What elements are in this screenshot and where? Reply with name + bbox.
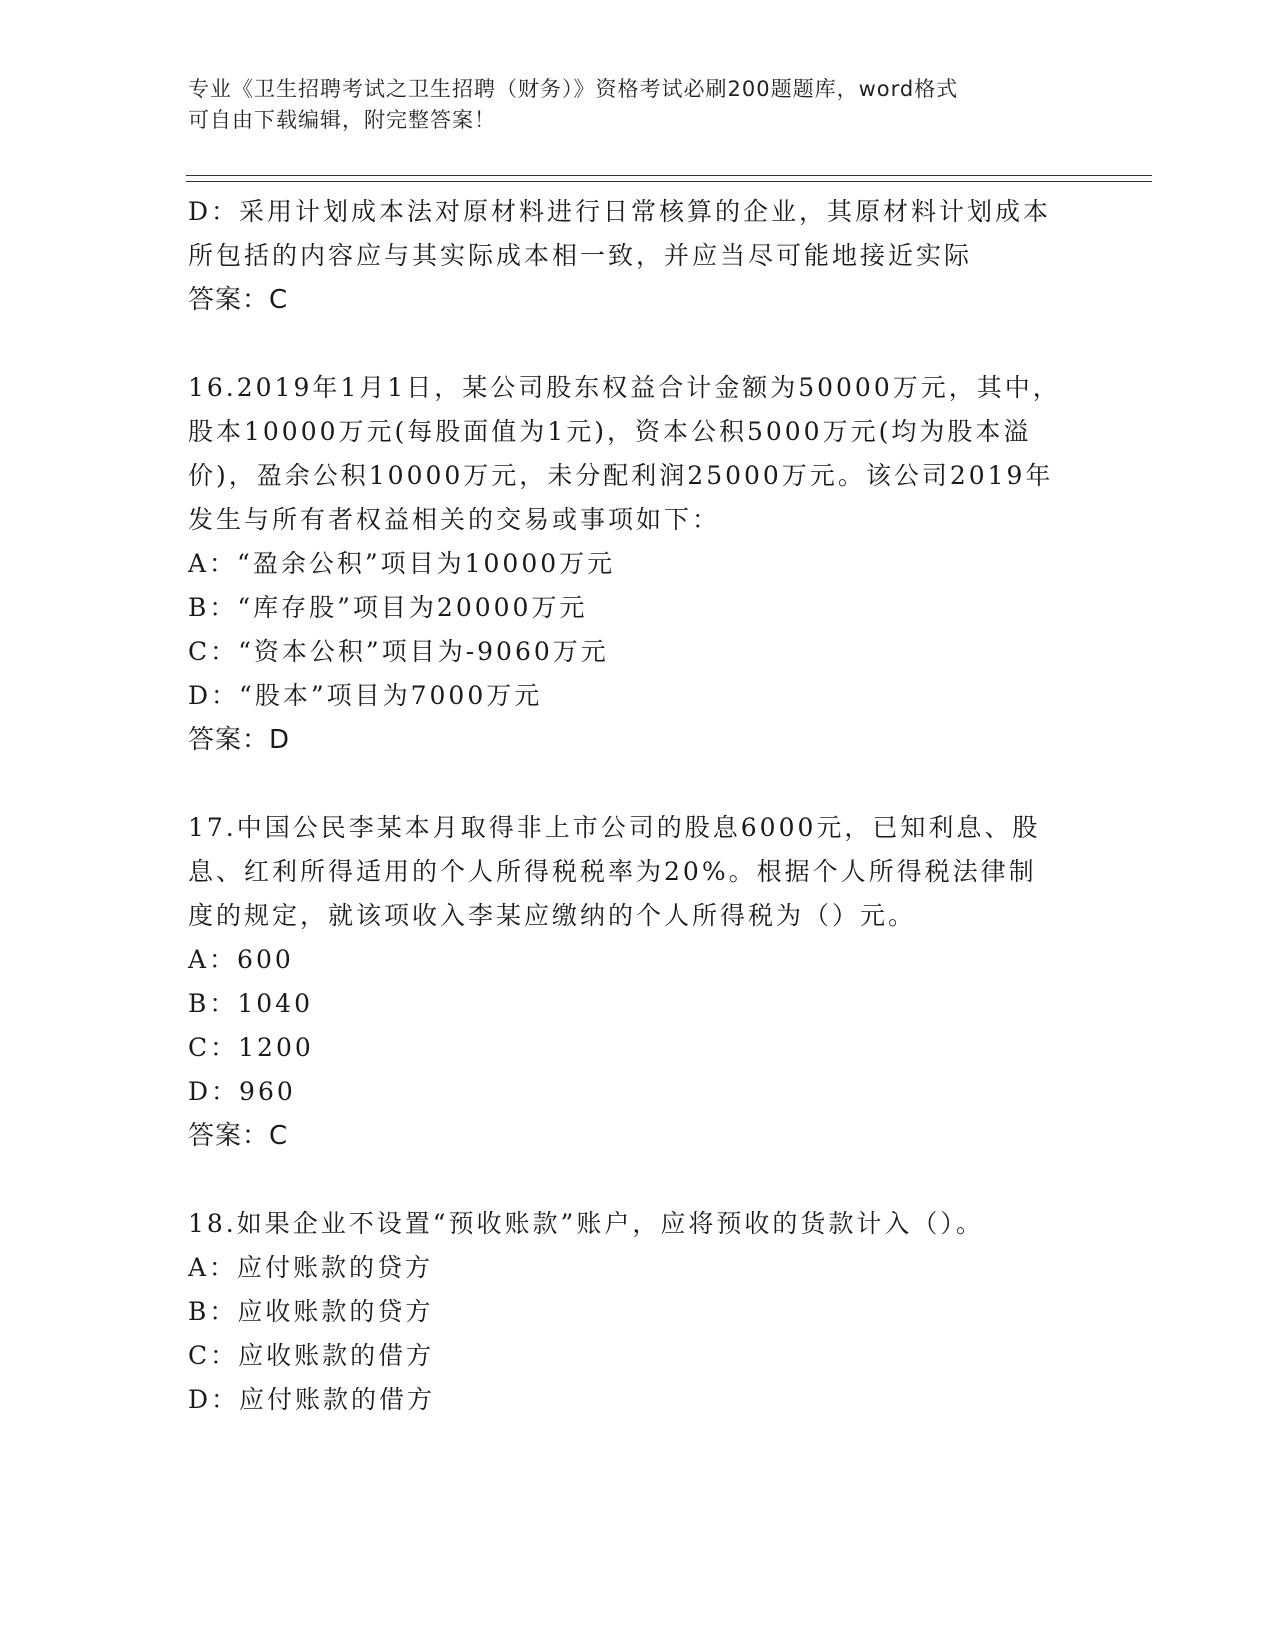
spacer: [188, 1158, 1088, 1202]
option-d: D：960: [188, 1077, 296, 1106]
header-rule-bottom: [186, 181, 1152, 182]
option-a: A：600: [188, 945, 294, 974]
option-d: D：“股本”项目为7000万元: [188, 681, 543, 710]
option-d: D：应付账款的借方: [188, 1385, 436, 1414]
question-content: [188, 190, 1088, 1422]
option-b: B：应收账款的贷方: [188, 1297, 434, 1326]
option-b: B：1040: [188, 989, 313, 1018]
option-b: B：“库存股”项目为20000万元: [188, 593, 588, 622]
answer-label: 答案：D: [188, 725, 291, 755]
option-c: C：1200: [188, 1033, 314, 1062]
question-stem-line: 18.如果企业不设置“预收账款”账户，应将预收的货款计入（）。: [188, 1209, 984, 1238]
question-stem-line: 价)，盈余公积10000万元，未分配利润25000万元。该公司2019年: [188, 461, 1054, 490]
header-rule-top: [186, 175, 1152, 176]
question-18: [188, 1202, 1088, 1422]
header-line-1: 专业《卫生招聘考试之卫生招聘（财务）》资格考试必刷200题题库，word格式: [188, 77, 959, 101]
question-stem-line: 息、红利所得适用的个人所得税税率为20%。根据个人所得税法律制: [188, 857, 1037, 886]
question-17: [188, 806, 1088, 1158]
question-stem-line: 度的规定，就该项收入李某应缴纳的个人所得税为（）元。: [188, 901, 917, 930]
question-16: [188, 366, 1088, 762]
answer-label: 答案：C: [188, 1121, 289, 1151]
question-stem-line: 股本10000万元(每股面值为1元)，资本公积5000万元(均为股本溢: [188, 417, 1032, 446]
answer-label: 答案：C: [188, 285, 289, 315]
spacer: [188, 762, 1088, 806]
header-line-2: 可自由下载编辑，附完整答案！: [188, 108, 496, 132]
option-d-continued: 所包括的内容应与其实际成本相一致，并应当尽可能地接近实际: [188, 241, 973, 270]
question-stem-line: 发生与所有者权益相关的交易或事项如下：: [188, 505, 721, 534]
spacer: [188, 322, 1088, 366]
question-stem-line: 16.2019年1月1日，某公司股东权益合计金额为50000万元，其中，: [188, 373, 1061, 402]
question-15-tail: [188, 190, 1088, 322]
option-c: C：应收账款的借方: [188, 1341, 435, 1370]
option-c: C：“资本公积”项目为-9060万元: [188, 637, 609, 666]
option-d: D：采用计划成本法对原材料进行日常核算的企业，其原材料计划成本: [188, 197, 1052, 226]
option-a: A：“盈余公积”项目为10000万元: [188, 549, 616, 578]
document-header: [188, 74, 1088, 136]
question-stem-line: 17.中国公民李某本月取得非上市公司的股息6000元，已知利息、股: [188, 813, 1041, 842]
option-a: A：应付账款的贷方: [188, 1253, 434, 1282]
